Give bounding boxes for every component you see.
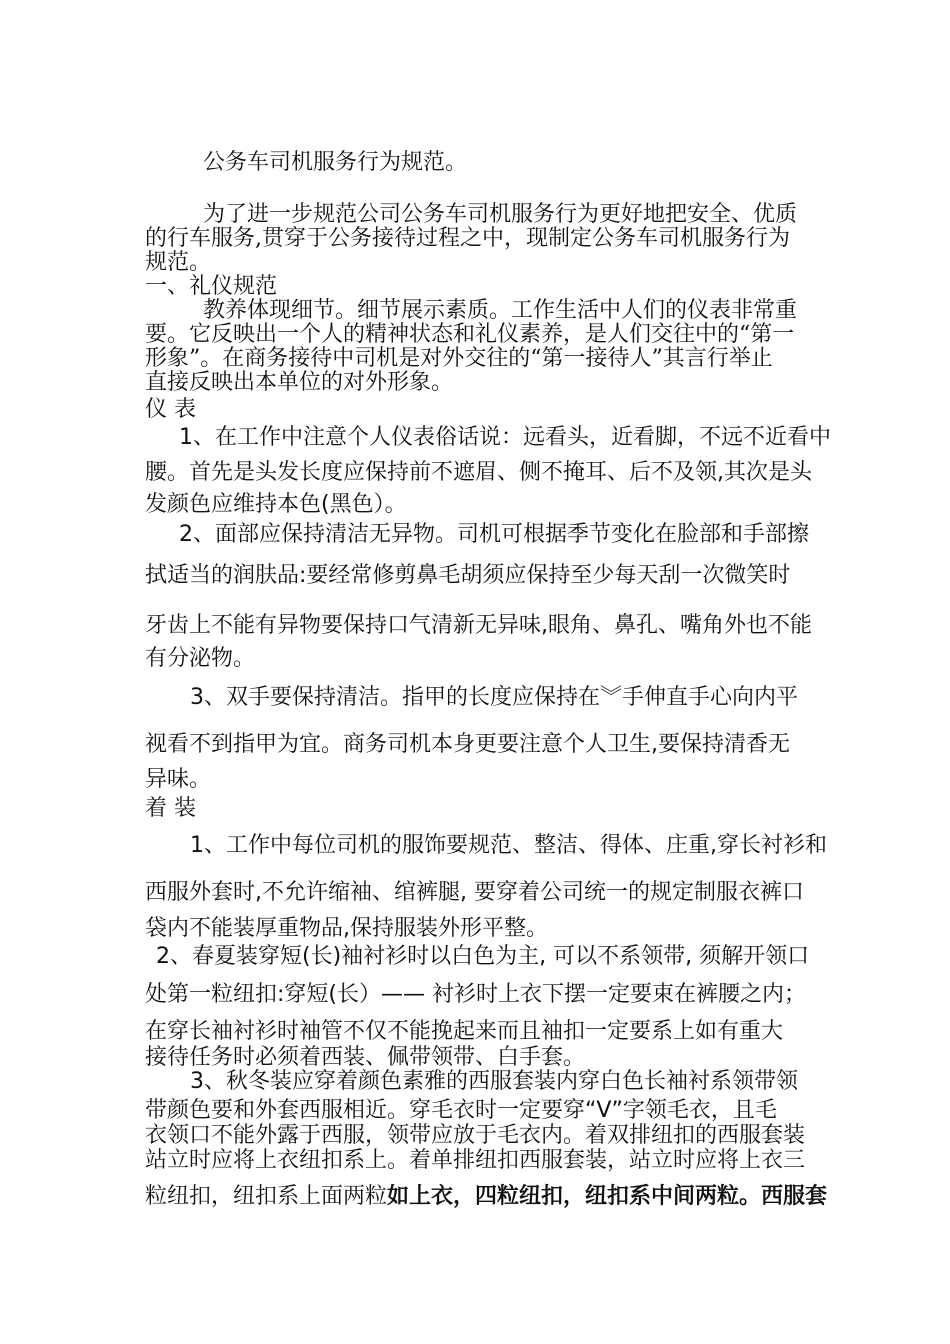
list-line: 有分泌物。 xyxy=(145,646,256,671)
list-line: 站立时应将上衣纽扣系上。着单排纽扣西服套装，站立时应将上衣三 xyxy=(145,1148,806,1173)
subsection-heading: 仪 表 xyxy=(145,397,196,422)
intro-line: 为了进一步规范公司公务车司机服务行为更好地把安全、优质 xyxy=(203,202,798,227)
paragraph-line: 教养体现细节。细节展示素质。工作生活中人们的仪表非常重 xyxy=(203,298,798,323)
list-line: 衣领口不能外露于西服，领带应放于毛衣内。着双排纽扣的西服套装 xyxy=(145,1123,806,1148)
section-heading: 一、礼仪规范 xyxy=(145,274,278,299)
intro-line: 规范。 xyxy=(145,250,212,275)
last-line xyxy=(145,1185,827,1209)
list-line: 1、在工作中注意个人仪表俗话说：远看头，近看脚，不远不近看中 xyxy=(179,425,831,450)
list-line: 2、春夏装穿短(长)袖衬衫时以白色为主, 可以不系领带, 须解开领口 xyxy=(156,944,810,969)
list-line: 袋内不能装厚重物品,保持服装外形平整。 xyxy=(145,916,548,941)
document-title: 公务车司机服务行为规范。 xyxy=(203,150,468,175)
paragraph-line: 形象”。在商务接待中司机是对外交往的“第一接待人”其言行举止 xyxy=(145,346,773,371)
list-line: 带颜色要和外套西服相近。穿毛衣时一定要穿“V”字领毛衣，且毛 xyxy=(145,1098,777,1123)
list-line: 在穿长袖衬衫时袖管不仅不能挽起来而且袖扣一定要系上如有重大 xyxy=(145,1019,784,1044)
list-line: 牙齿上不能有异物要保持口气清新无异味,眼角、鼻孔、嘴角外也不能 xyxy=(145,613,812,638)
list-line: 拭适当的润肤品:要经常修剪鼻毛胡须应保持至少每天刮一次微笑时 xyxy=(145,563,791,588)
list-line: 异味。 xyxy=(145,767,212,792)
list-line: 西服外套时,不允许缩袖、绾裤腿, 要穿着公司统一的规定制服衣裤口 xyxy=(145,880,804,905)
list-line: 1、工作中每位司机的服饰要规范、整洁、得体、庄重,穿长衬衫和 xyxy=(190,833,827,858)
paragraph-line: 直接反映出本单位的对外形象。 xyxy=(145,370,454,395)
last-line-bold: 如上衣，四粒纽扣，纽扣系中间两粒。西服套 xyxy=(387,1184,828,1209)
intro-line: 的行车服务,贯穿于公务接待过程之中，现制定公务车司机服务行为 xyxy=(145,226,790,251)
subsection-heading: 着 装 xyxy=(145,796,196,821)
list-line: 3、双手要保持清洁。指甲的长度应保持在︾手伸直手心向内平 xyxy=(190,685,798,710)
list-line: 发颜色应维持本色(黑色）。 xyxy=(145,492,407,517)
list-line: 腰。首先是头发长度应保持前不遮眉、侧不掩耳、后不及领,其次是头 xyxy=(145,460,812,485)
paragraph-line: 要。它反映出一个人的精神状态和礼仪素养，是人们交往中的“第一 xyxy=(145,322,795,347)
list-line: 视看不到指甲为宜。商务司机本身更要注意个人卫生,要保持清香无 xyxy=(145,732,790,757)
list-line: 2、面部应保持清洁无异物。司机可根据季节变化在脸部和手部擦 xyxy=(179,522,809,547)
list-line: 3、秋冬装应穿着颜色素雅的西服套装内穿白色长袖衬系领带领 xyxy=(190,1069,798,1094)
list-line: 处第一粒纽扣:穿短(长）—— 衬衫时上衣下摆一定要束在裤腰之内； xyxy=(145,982,806,1007)
list-line: 接待任务时必须着西装、佩带领带、白手套。 xyxy=(145,1045,586,1070)
last-line-normal: 粒纽扣，纽扣系上面两粒 xyxy=(145,1184,388,1209)
